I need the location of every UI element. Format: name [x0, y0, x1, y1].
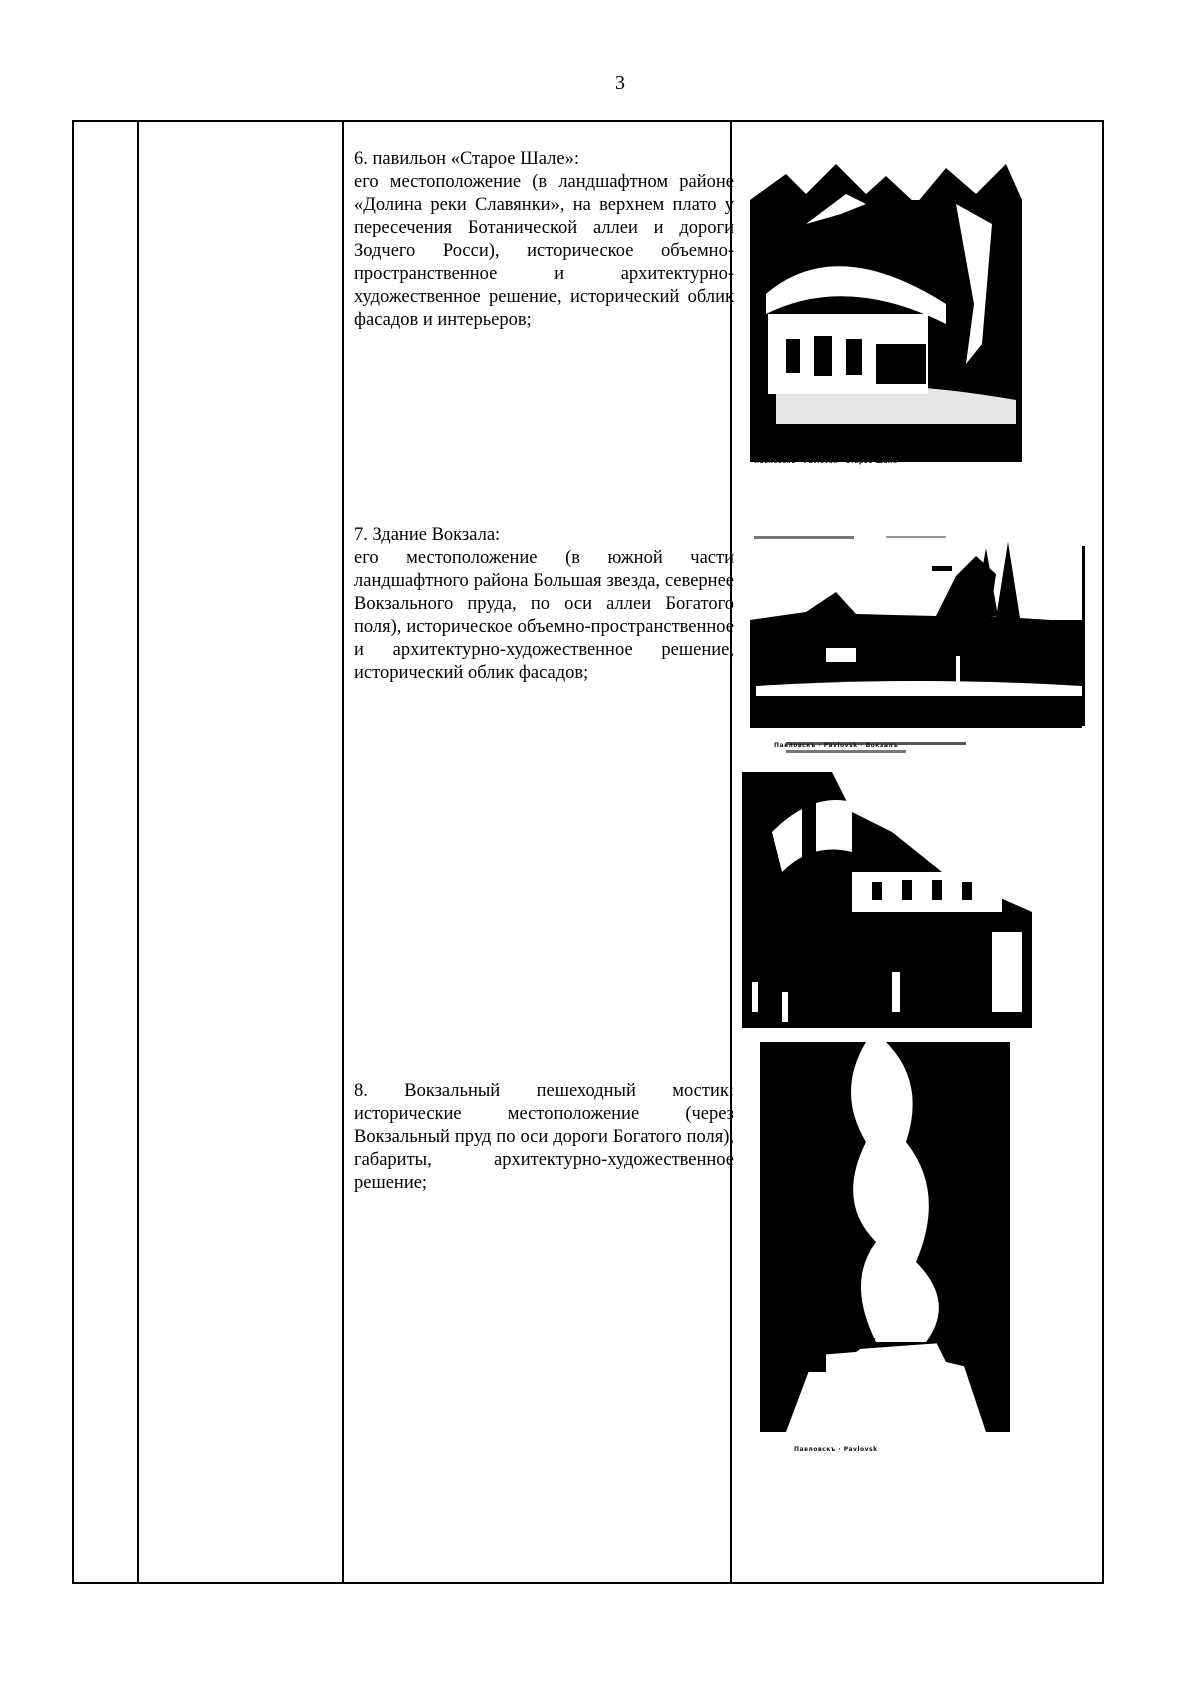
entry-vokzal-building [354, 524, 734, 685]
photo-old-chalet [746, 164, 1034, 482]
photo-caption: Павловскъ · Pavlovsk · Вокзалъ [774, 742, 899, 749]
document-table [72, 120, 1104, 1584]
entry-body-text: исторические местоположение (через Вокзальный пруд по оси дороги Богатого поля), габариты, архитектурно-художественное решение; [354, 1104, 734, 1193]
photo-caption: Павловскъ · Pavlovsk [794, 1446, 878, 1453]
photo-vokzal-interior [742, 772, 1032, 1028]
column-divider-3 [730, 122, 732, 1582]
entry-title: 6. павильон «Старое Шале»: [354, 149, 579, 169]
entry-old-chalet [354, 148, 734, 332]
entry-body: его местоположение (в южной части ландшафтного района Большая звезда, севернее Вокзального пруда, по оси аллеи Богатого поля), историческое объемно-пространственное и архитектурно-художественное решение, исторический облик фасадов; [354, 548, 734, 683]
photo-caption: Павловскъ · Pavlovsk · Старое Шале [754, 458, 898, 465]
page-number: 3 [615, 72, 625, 94]
photo-vokzal-bridge [756, 1042, 1016, 1454]
entry-title: 7. Здание Вокзала: [354, 525, 501, 545]
column-divider-1 [137, 122, 139, 1582]
column-divider-2 [342, 122, 344, 1582]
photo-vokzal [746, 536, 1092, 758]
entry-body [354, 1080, 734, 1195]
entry-vokzal-bridge [354, 1080, 734, 1195]
entry-body: его местоположение (в ландшафтном районе «Долина реки Славянки», на верхнем плато у пересечения Ботанической аллеи и дороги Зодчего Росси), историческое объемно-пространственное и архитектурно-художественное решение, исторический облик фасадов и интерьеров; [354, 172, 734, 330]
entry-title: 8. Вокзальный пешеходный мостик: [354, 1081, 734, 1101]
